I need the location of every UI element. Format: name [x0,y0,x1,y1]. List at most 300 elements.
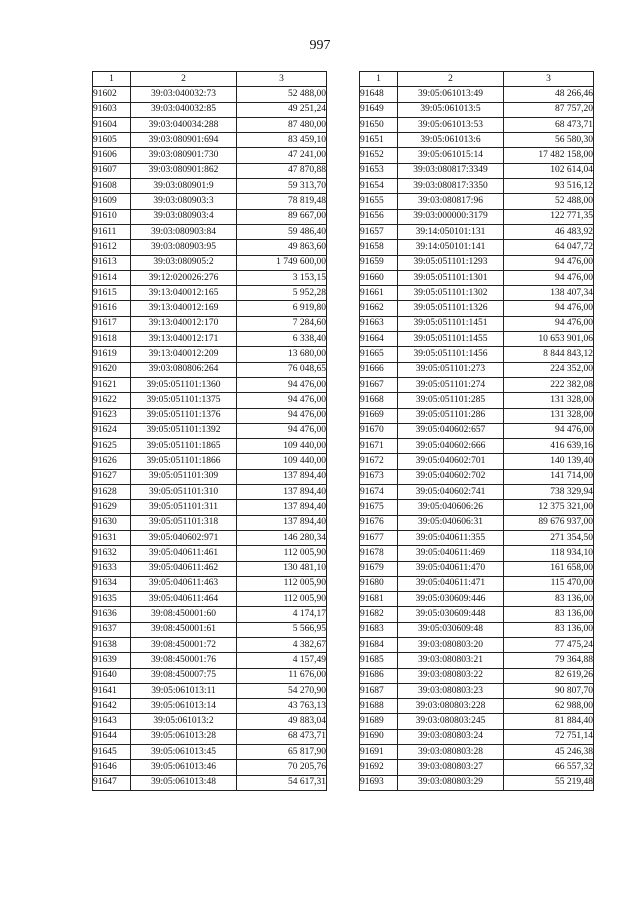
table-row [93,561,327,576]
row-number: 91631 [93,530,131,545]
table-row [93,316,327,331]
cadastral-number: 39:05:061013:46 [131,760,237,775]
cadastral-number: 39:05:051101:1375 [131,393,237,408]
row-number: 91605 [93,133,131,148]
row-number: 91652 [360,148,398,163]
row-number: 91638 [93,637,131,652]
row-number: 91637 [93,622,131,637]
table-header-row [93,72,327,87]
row-number: 91678 [360,546,398,561]
table-row [93,377,327,392]
table-row [93,760,327,775]
cadastral-number: 39:03:080817:3350 [398,179,504,194]
cadastral-number: 39:05:040602:971 [131,530,237,545]
value: 4 174,17 [237,607,327,622]
cadastral-number: 39:05:030609:446 [398,592,504,607]
cadastral-number: 39:03:080905:2 [131,255,237,270]
row-number: 91639 [93,653,131,668]
cadastral-number: 39:05:061013:28 [131,729,237,744]
value: 271 354,50 [504,530,594,545]
table-row [93,408,327,423]
table-row [360,377,594,392]
table-row [93,668,327,683]
row-number: 91636 [93,607,131,622]
cadastral-number: 39:05:040602:701 [398,454,504,469]
cadastral-number: 39:05:040606:31 [398,515,504,530]
row-number: 91623 [93,408,131,423]
value: 109 440,00 [237,454,327,469]
table-row [360,561,594,576]
cadastral-number: 39:05:061013:45 [131,745,237,760]
row-number: 91663 [360,316,398,331]
value: 112 005,90 [237,546,327,561]
row-number: 91656 [360,209,398,224]
value: 70 205,76 [237,760,327,775]
value: 222 382,08 [504,377,594,392]
cadastral-number: 39:05:040611:469 [398,546,504,561]
row-number: 91653 [360,163,398,178]
row-number: 91658 [360,240,398,255]
value: 140 139,40 [504,454,594,469]
cadastral-number: 39:03:080806:264 [131,362,237,377]
row-number: 91681 [360,592,398,607]
row-number: 91649 [360,102,398,117]
row-number: 91668 [360,393,398,408]
row-number: 91685 [360,653,398,668]
cadastral-number: 39:03:080803:27 [398,760,504,775]
value: 1 749 600,00 [237,255,327,270]
value: 4 157,49 [237,653,327,668]
table-row [360,347,594,362]
table-row [360,117,594,132]
row-number: 91624 [93,423,131,438]
cadastral-number: 39:05:051101:1456 [398,347,504,362]
row-number: 91602 [93,87,131,102]
cadastral-number: 39:03:080817:96 [398,194,504,209]
value: 115 470,00 [504,576,594,591]
value: 48 266,46 [504,87,594,102]
table-row [360,637,594,652]
row-number: 91675 [360,500,398,515]
table-body [93,87,327,791]
table-row [360,408,594,423]
column-header-value: 3 [237,72,327,87]
row-number: 91607 [93,163,131,178]
value: 59 486,40 [237,224,327,239]
table-row [360,775,594,790]
table-row [360,133,594,148]
value: 112 005,90 [237,592,327,607]
value: 4 382,67 [237,637,327,652]
row-number: 91688 [360,699,398,714]
value: 52 488,00 [504,194,594,209]
value: 109 440,00 [237,439,327,454]
row-number: 91677 [360,530,398,545]
table-row [360,255,594,270]
cadastral-number: 39:05:051101:310 [131,485,237,500]
row-number: 91644 [93,729,131,744]
cadastral-number: 39:05:051101:1451 [398,316,504,331]
value: 94 476,00 [504,270,594,285]
value: 130 481,10 [237,561,327,576]
row-number: 91612 [93,240,131,255]
table-row [360,87,594,102]
row-number: 91645 [93,745,131,760]
row-number: 91641 [93,683,131,698]
row-number: 91610 [93,209,131,224]
table-row [360,699,594,714]
table-row [360,653,594,668]
row-number: 91608 [93,179,131,194]
cadastral-number: 39:03:080803:245 [398,714,504,729]
value: 137 894,40 [237,469,327,484]
cadastral-number: 39:03:080901:694 [131,133,237,148]
row-number: 91621 [93,377,131,392]
table-row [360,102,594,117]
value: 78 819,48 [237,194,327,209]
value: 161 658,00 [504,561,594,576]
value: 141 714,00 [504,469,594,484]
value: 47 241,00 [237,148,327,163]
value: 49 251,24 [237,102,327,117]
table-row [360,760,594,775]
cadastral-number: 39:05:030609:48 [398,622,504,637]
table-row [360,270,594,285]
table-row [360,393,594,408]
row-number: 91674 [360,485,398,500]
row-number: 91691 [360,745,398,760]
cadastral-number: 39:05:051101:1392 [131,423,237,438]
row-number: 91651 [360,133,398,148]
table-row [93,362,327,377]
cadastral-number: 39:05:061013:49 [398,87,504,102]
table-row [360,423,594,438]
table-row [93,270,327,285]
cadastral-number: 39:08:450001:60 [131,607,237,622]
row-number: 91627 [93,469,131,484]
table-row [360,163,594,178]
value: 94 476,00 [237,377,327,392]
table-row [93,194,327,209]
table-row [93,87,327,102]
cadastral-number: 39:03:040032:73 [131,87,237,102]
value: 94 476,00 [504,255,594,270]
row-number: 91686 [360,668,398,683]
cadastral-number: 39:05:061013:48 [131,775,237,790]
value: 83 136,00 [504,622,594,637]
table-row [93,133,327,148]
value: 6 338,40 [237,332,327,347]
row-number: 91667 [360,377,398,392]
value: 87 480,00 [237,117,327,132]
table-row [93,148,327,163]
cadastral-number: 39:03:080903:95 [131,240,237,255]
table-row [360,592,594,607]
row-number: 91657 [360,224,398,239]
row-number: 91640 [93,668,131,683]
table-row [93,530,327,545]
value: 94 476,00 [237,408,327,423]
table-row [360,485,594,500]
cadastral-number: 39:05:040606:26 [398,500,504,515]
column-header-cadastral-number: 2 [398,72,504,87]
column-header-number: 1 [93,72,131,87]
table-row [360,316,594,331]
cadastral-number: 39:05:040602:666 [398,439,504,454]
cadastral-number: 39:05:051101:1293 [398,255,504,270]
value: 3 153,15 [237,270,327,285]
table-row [360,362,594,377]
table-row [360,194,594,209]
value: 83 136,00 [504,607,594,622]
cadastral-number: 39:05:040602:657 [398,423,504,438]
row-number: 91666 [360,362,398,377]
value: 52 488,00 [237,87,327,102]
value: 118 934,10 [504,546,594,561]
table-row [93,209,327,224]
row-number: 91689 [360,714,398,729]
value: 224 352,00 [504,362,594,377]
value: 11 676,00 [237,668,327,683]
cadastral-number: 39:05:040611:470 [398,561,504,576]
table-row [360,607,594,622]
value: 93 516,12 [504,179,594,194]
table-row [93,683,327,698]
cadastral-number: 39:05:040611:462 [131,561,237,576]
cadastral-number: 39:05:051101:273 [398,362,504,377]
cadastral-number: 39:03:040034:288 [131,117,237,132]
table-row [360,240,594,255]
row-number: 91626 [93,454,131,469]
value: 45 246,38 [504,745,594,760]
row-number: 91669 [360,408,398,423]
table-row [360,179,594,194]
value: 6 919,80 [237,301,327,316]
row-number: 91630 [93,515,131,530]
table-row [360,683,594,698]
table-row [360,332,594,347]
row-number: 91647 [93,775,131,790]
row-number: 91655 [360,194,398,209]
table-row [360,515,594,530]
cadastral-number: 39:13:040012:165 [131,286,237,301]
row-number: 91634 [93,576,131,591]
table-row [93,592,327,607]
value: 10 653 901,06 [504,332,594,347]
table-row [93,576,327,591]
row-number: 91615 [93,286,131,301]
value: 146 280,34 [237,530,327,545]
cadastral-number: 39:05:051101:1376 [131,408,237,423]
table-row [93,607,327,622]
value: 83 136,00 [504,592,594,607]
row-number: 91646 [93,760,131,775]
table-row [360,148,594,163]
row-number: 91632 [93,546,131,561]
table-row [93,163,327,178]
cadastral-number: 39:03:000000:3179 [398,209,504,224]
value: 79 364,88 [504,653,594,668]
cadastral-number: 39:05:061013:2 [131,714,237,729]
cadastral-number: 39:05:051101:1455 [398,332,504,347]
cadastral-number: 39:05:051101:311 [131,500,237,515]
table-row [93,102,327,117]
registry-table-left [92,71,327,791]
table-row [93,653,327,668]
cadastral-number: 39:03:080903:4 [131,209,237,224]
row-number: 91620 [93,362,131,377]
table-row [360,576,594,591]
value: 89 667,00 [237,209,327,224]
cadastral-number: 39:05:051101:309 [131,469,237,484]
row-number: 91611 [93,224,131,239]
cadastral-number: 39:05:051101:318 [131,515,237,530]
table-row [93,117,327,132]
cadastral-number: 39:05:051101:1302 [398,286,504,301]
table-row [93,224,327,239]
value: 65 817,90 [237,745,327,760]
row-number: 91692 [360,760,398,775]
cadastral-number: 39:03:080803:28 [398,745,504,760]
cadastral-number: 39:03:080803:29 [398,775,504,790]
value: 138 407,34 [504,286,594,301]
cadastral-number: 39:05:040611:464 [131,592,237,607]
cadastral-number: 39:05:051101:1865 [131,439,237,454]
value: 102 614,04 [504,163,594,178]
value: 72 751,14 [504,729,594,744]
value: 94 476,00 [504,301,594,316]
value: 62 988,00 [504,699,594,714]
row-number: 91676 [360,515,398,530]
table-row [93,301,327,316]
value: 94 476,00 [237,423,327,438]
value: 59 313,70 [237,179,327,194]
table-row [360,286,594,301]
cadastral-number: 39:03:080803:21 [398,653,504,668]
row-number: 91682 [360,607,398,622]
value: 56 580,30 [504,133,594,148]
table-row [360,301,594,316]
cadastral-number: 39:05:040611:471 [398,576,504,591]
cadastral-number: 39:05:040602:702 [398,469,504,484]
cadastral-number: 39:13:040012:171 [131,332,237,347]
table-row [93,469,327,484]
column-header-cadastral-number: 2 [131,72,237,87]
table-row [360,745,594,760]
cadastral-number: 39:03:080817:3349 [398,163,504,178]
row-number: 91664 [360,332,398,347]
cadastral-number: 39:03:080903:84 [131,224,237,239]
column-header-value: 3 [504,72,594,87]
row-number: 91662 [360,301,398,316]
value: 131 328,00 [504,393,594,408]
row-number: 91648 [360,87,398,102]
row-number: 91643 [93,714,131,729]
column-header-number: 1 [360,72,398,87]
row-number: 91661 [360,286,398,301]
table-row [93,347,327,362]
value: 137 894,40 [237,500,327,515]
cadastral-number: 39:05:051101:1326 [398,301,504,316]
table-row [93,423,327,438]
table-row [93,255,327,270]
cadastral-number: 39:05:040602:741 [398,485,504,500]
value: 8 844 843,12 [504,347,594,362]
row-number: 91684 [360,637,398,652]
cadastral-number: 39:05:040611:461 [131,546,237,561]
value: 137 894,40 [237,515,327,530]
cadastral-number: 39:05:051101:1866 [131,454,237,469]
row-number: 91671 [360,439,398,454]
table-row [360,530,594,545]
table-row [360,454,594,469]
cadastral-number: 39:14:050101:141 [398,240,504,255]
cadastral-number: 39:13:040012:170 [131,316,237,331]
row-number: 91690 [360,729,398,744]
row-number: 91618 [93,332,131,347]
table-row [93,393,327,408]
row-number: 91679 [360,561,398,576]
table-row [93,485,327,500]
value: 94 476,00 [237,393,327,408]
cadastral-number: 39:05:061015:14 [398,148,504,163]
row-number: 91683 [360,622,398,637]
table-row [93,439,327,454]
cadastral-number: 39:14:050101:131 [398,224,504,239]
value: 54 270,90 [237,683,327,698]
cadastral-number: 39:05:051101:285 [398,393,504,408]
row-number: 91633 [93,561,131,576]
row-number: 91670 [360,423,398,438]
value: 94 476,00 [504,316,594,331]
cadastral-number: 39:05:051101:274 [398,377,504,392]
table-body [360,87,594,791]
row-number: 91660 [360,270,398,285]
row-number: 91613 [93,255,131,270]
row-number: 91673 [360,469,398,484]
row-number: 91672 [360,454,398,469]
value: 7 284,60 [237,316,327,331]
cadastral-number: 39:12:020026:276 [131,270,237,285]
table-row [93,745,327,760]
cadastral-number: 39:05:051101:286 [398,408,504,423]
cadastral-number: 39:03:080803:20 [398,637,504,652]
row-number: 91635 [93,592,131,607]
table-row [360,729,594,744]
value: 137 894,40 [237,485,327,500]
cadastral-number: 39:13:040012:169 [131,301,237,316]
table-row [93,454,327,469]
value: 122 771,35 [504,209,594,224]
value: 49 863,60 [237,240,327,255]
cadastral-number: 39:08:450001:76 [131,653,237,668]
row-number: 91622 [93,393,131,408]
cadastral-number: 39:03:080903:3 [131,194,237,209]
table-row [93,332,327,347]
cadastral-number: 39:05:040611:463 [131,576,237,591]
table-row [93,500,327,515]
table-row [360,469,594,484]
value: 13 680,00 [237,347,327,362]
cadastral-number: 39:03:080901:9 [131,179,237,194]
value: 83 459,10 [237,133,327,148]
row-number: 91629 [93,500,131,515]
cadastral-number: 39:03:040032:85 [131,102,237,117]
cadastral-number: 39:05:061013:14 [131,699,237,714]
row-number: 91628 [93,485,131,500]
cadastral-number: 39:05:040611:355 [398,530,504,545]
table-row [93,179,327,194]
